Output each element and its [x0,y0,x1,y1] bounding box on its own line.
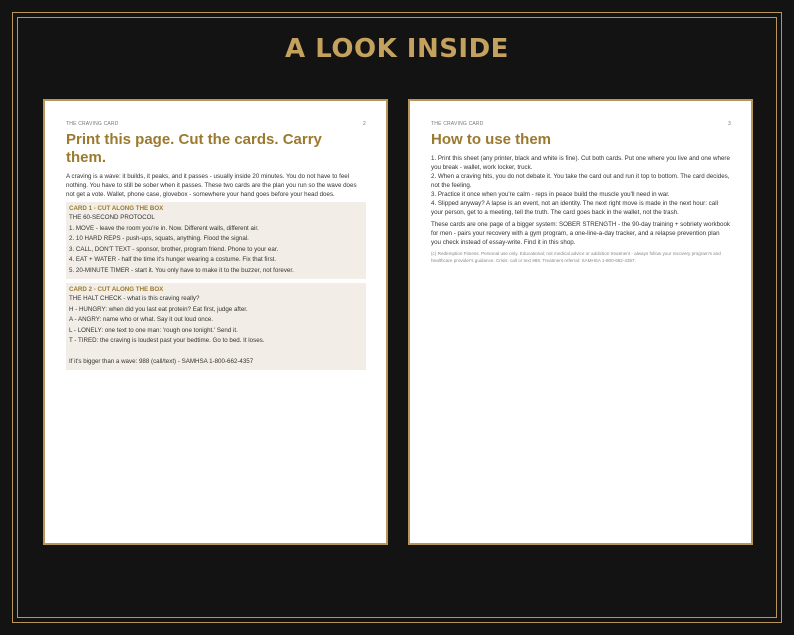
left-page [43,99,388,545]
card-1-line: 2. 10 HARD REPS - push-ups, squats, anything. Flood the signal. [69,235,249,242]
card-2-line: H - HUNGRY: when did you last eat protein? Eat first, judge after. [69,305,248,313]
card-2-line: L - LONELY: one text to one man: 'rough one tonight.' Send it. [69,326,238,334]
right-page-title: How to use them [431,131,552,148]
right-header-label: THE CRAVING CARD [431,121,484,127]
step-2: 2. When a craving hits, you do not debate it. You take the card out and run it top to bottom. The card decides, not the feeling. [431,173,730,189]
step-3: 3. Practice it once when you're calm - reps in peace build the muscle you'll need in war. [431,191,670,198]
step-1: 1. Print this sheet (any printer, black and white is fine). Cut both cards. Put one where you live and one where you break - wallet, work locker, truck. [431,155,730,171]
disclaimer: (c) Redemption Fitness. Personal use only. Educational; not medical advice or addiction treatment - always follow your recovery program's and healthcare provider's guidance. Crisis: call or text 988. Treatment referral: SAMHSA 1-800-662-4357. [431,251,721,263]
card-1-line: 3. CALL, DON'T TEXT - sponsor, brother, program friend. Phone to your ear. [69,245,279,253]
card-2-footer: If it's bigger than a wave: 988 (call/text) - SAMHSA 1-800-662-4357 [69,357,254,365]
promo-text: These cards are one page of a bigger system: SOBER STRENGTH - the 90-day training + sobriety workbook for men - pairs your recovery with a gym program, a one-line-a-day tracker, and a relapse prevention plan you check instead of essay-write. Find it in this shop. [431,221,731,246]
card-2-line: T - TIRED: the craving is loudest past your bedtime. Go to bed. It loses. [69,337,265,344]
card-1-title: CARD 1 - CUT ALONG THE BOX [69,205,164,212]
card-1-line: 1. MOVE - leave the room you're in. Now. Different walls, different air. [69,224,259,232]
left-page-header [66,121,366,127]
left-intro: A craving is a wave: it builds, it peaks, and it passes - usually inside 20 minutes. You do not have to feel nothing. You have to still be sober when it passes. These two cards are the plan you run so the wave does not get a vote. Wallet, phone case, glovebox - somewhere your hand goes before your head does. [66,173,357,198]
left-page-title: Print this page. Cut the cards. Carry them. [66,131,322,166]
right-page-number: 3 [728,121,731,127]
card-2-line: THE HALT CHECK - what is this craving really? [69,295,200,302]
card-2-title: CARD 2 - CUT ALONG THE BOX [69,286,164,293]
step-4: 4. Slipped anyway? A lapse is an event, not an identity. The next right move is made in the next hour: call your person, get to a meeting, tell the truth. The card goes back in the wallet, not the trash. [431,200,718,216]
card-2-line: A - ANGRY: name who or what. Say it out loud once. [69,316,213,323]
card-1-line: THE 60-SECOND PROTOCOL [69,214,155,221]
card-1-line: 4. EAT + WATER - half the time it's hunger wearing a costume. Fix that first. [69,256,277,263]
right-page-header [431,121,731,127]
card-1-line: 5. 20-MINUTE TIMER - start it. You only have to make it to the buzzer, not forever. [69,266,294,274]
card-1 [66,202,366,279]
card-2 [66,283,366,370]
main-title: A LOOK INSIDE [285,34,509,64]
right-page [408,99,753,545]
left-header-label: THE CRAVING CARD [66,121,119,127]
left-page-number: 2 [363,121,366,127]
